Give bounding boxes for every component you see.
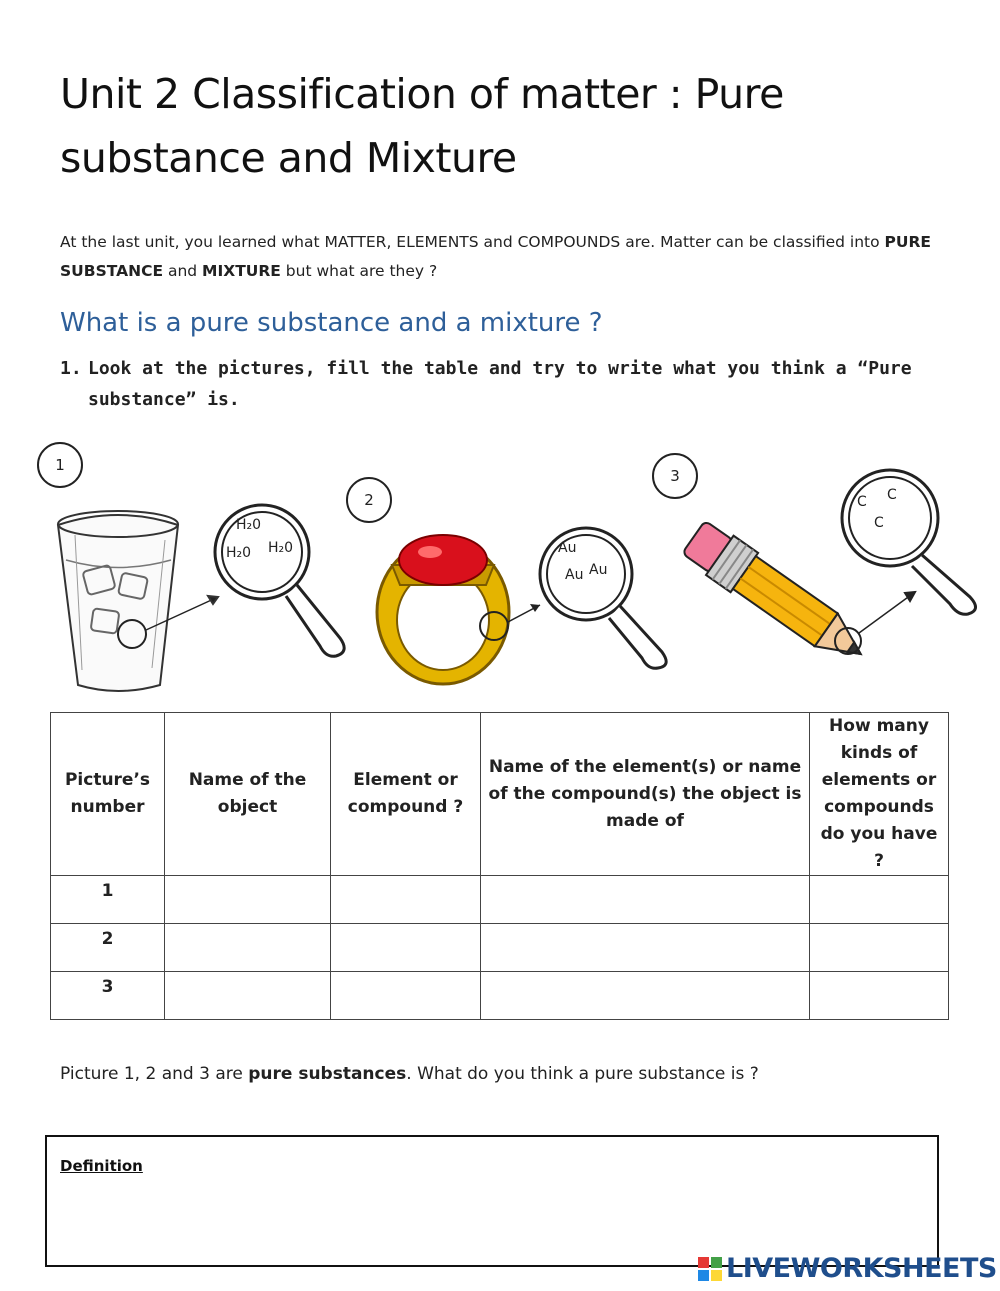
- table-row: [51, 876, 949, 924]
- intro-text-end: but what are they ?: [280, 262, 438, 280]
- answer-cell[interactable]: [810, 876, 949, 924]
- answer-cell[interactable]: [810, 972, 949, 1020]
- row-number-cell: 2: [51, 924, 165, 972]
- magnifier-icon: [215, 505, 344, 656]
- title-line-1: Unit 2 Classification of matter : Pure: [60, 70, 784, 118]
- title-line-2: substance and Mixture: [60, 134, 517, 182]
- picture-label-2: 2: [346, 477, 392, 523]
- answer-cell[interactable]: [481, 972, 810, 1020]
- gold-atom-label: Au: [565, 567, 584, 583]
- header-object-name: Name of the object: [165, 713, 331, 876]
- answer-cell[interactable]: [481, 876, 810, 924]
- prompt-text-end: . What do you think a pure substance is ?: [406, 1064, 759, 1084]
- answer-cell[interactable]: [810, 924, 949, 972]
- answer-cell[interactable]: [165, 924, 331, 972]
- intro-bold-pure-substance: PURE SUBSTANCE: [60, 233, 931, 280]
- question-number: 1.: [60, 358, 82, 379]
- row-number-cell: 1: [51, 876, 165, 924]
- row-number-cell: 3: [51, 972, 165, 1020]
- water-molecule-label: H₂0: [268, 540, 294, 556]
- header-picture-number: Picture’s number: [51, 713, 165, 876]
- table-header-row: [51, 713, 949, 876]
- answer-cell[interactable]: [331, 876, 481, 924]
- carbon-atom-label: C: [874, 515, 884, 531]
- question-text-line-2: substance” is.: [88, 389, 240, 410]
- question-text-line-1: Look at the pictures, fill the table and try to write what you think a “Pure: [88, 358, 912, 379]
- header-made-of: Name of the element(s) or name of the compound(s) the object is made of: [481, 713, 810, 876]
- gold-ring-icon: [377, 535, 540, 684]
- definition-label: Definition: [60, 1157, 143, 1175]
- section-heading: What is a pure substance and a mixture ?: [60, 308, 603, 338]
- intro-text: At the last unit, you learned what MATTER, ELEMENTS and COMPOUNDS are. Matter can be classified into: [60, 233, 885, 251]
- definition-answer-box[interactable]: [45, 1135, 939, 1267]
- logo-squares-icon: [698, 1257, 722, 1281]
- answer-cell[interactable]: [165, 972, 331, 1020]
- answer-cell[interactable]: [331, 924, 481, 972]
- water-molecule-label: H₂0: [236, 517, 262, 533]
- picture-label-3: 3: [652, 453, 698, 499]
- gold-atom-label: Au: [558, 540, 577, 556]
- answer-cell[interactable]: [331, 972, 481, 1020]
- table-row: [51, 972, 949, 1020]
- liveworksheets-logo: [698, 1253, 997, 1284]
- water-molecule-label: H₂0: [226, 545, 252, 561]
- classification-table: [50, 712, 949, 1020]
- intro-bold-mixture: MIXTURE: [202, 262, 281, 280]
- intro-text-and: and: [163, 262, 203, 280]
- header-how-many-kinds: How many kinds of elements or compounds do you have ?: [810, 713, 949, 876]
- carbon-atom-label: C: [887, 487, 897, 503]
- header-element-or-compound: Element or compound ?: [331, 713, 481, 876]
- answer-cell[interactable]: [165, 876, 331, 924]
- answer-cell[interactable]: [481, 924, 810, 972]
- table-row: [51, 924, 949, 972]
- carbon-atom-label: C: [857, 494, 867, 510]
- water-glass-icon: [58, 511, 218, 691]
- pure-substance-prompt: [60, 1064, 759, 1084]
- picture-label-1: 1: [37, 442, 83, 488]
- logo-text: LIVEWORKSHEETS: [726, 1253, 997, 1284]
- prompt-text: Picture 1, 2 and 3 are: [60, 1064, 249, 1084]
- prompt-bold: pure substances: [248, 1064, 407, 1084]
- gold-atom-label: Au: [589, 562, 608, 578]
- definition-answer[interactable]: [60, 1187, 924, 1255]
